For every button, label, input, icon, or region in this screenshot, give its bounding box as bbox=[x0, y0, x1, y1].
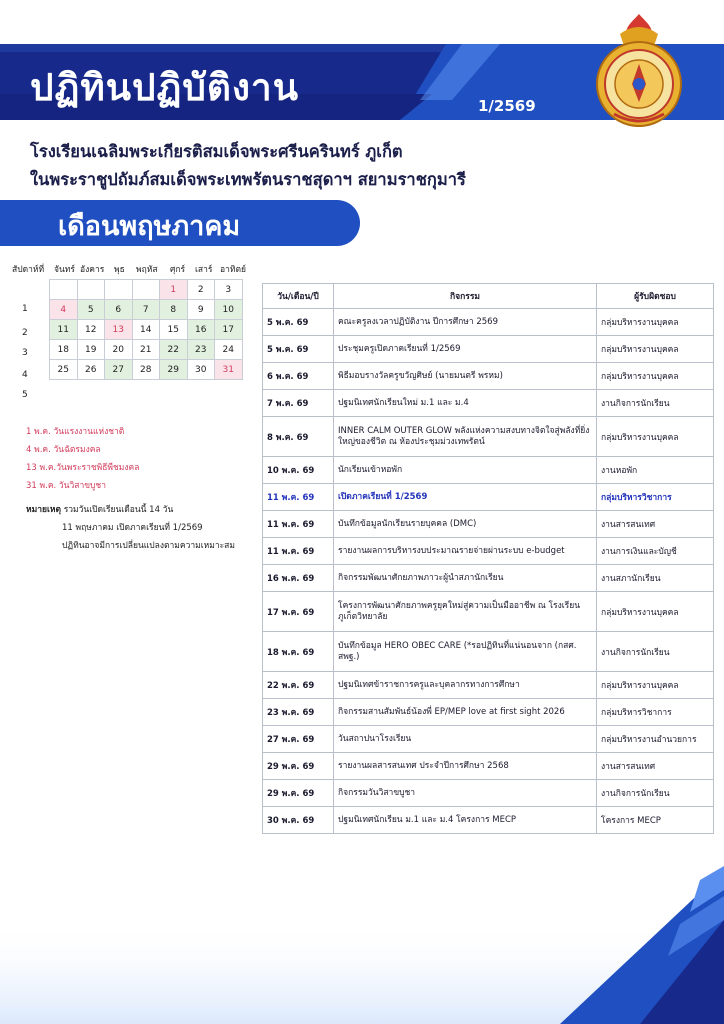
row-date: 7 พ.ค. 69 bbox=[263, 390, 334, 417]
week-number: 1 bbox=[22, 304, 28, 314]
header-date: วัน/เดือน/ปี bbox=[263, 284, 334, 309]
row-date: 30 พ.ค. 69 bbox=[263, 807, 334, 834]
calendar-cell-event: 10 bbox=[215, 300, 243, 320]
row-activity: ปฐมนิเทศข้าราชการครูและบุคลากรทางการศึกษา bbox=[334, 672, 597, 699]
table-row bbox=[263, 511, 714, 538]
row-activity: วันสถาปนาโรงเรียน bbox=[334, 726, 597, 753]
note-label: หมายเหตุ bbox=[26, 505, 61, 515]
row-date: 16 พ.ค. 69 bbox=[263, 565, 334, 592]
row-owner: งานสารสนเทศ bbox=[597, 753, 714, 780]
holiday-item: 1 พ.ค. วันแรงงานแห่งชาติ bbox=[26, 427, 125, 437]
calendar-cell: 2 bbox=[187, 280, 215, 300]
calendar-cell-holiday: 1 bbox=[160, 280, 188, 300]
row-activity: โครงการพัฒนาศักยภาพครูยุคใหม่สู่ความเป็นมืออาชีพ ณ โรงเรียนภูเก็ตวิทยาลัย bbox=[334, 592, 597, 632]
calendar-row bbox=[50, 280, 243, 300]
row-owner: งานกิจการนักเรียน bbox=[597, 632, 714, 672]
table-row bbox=[263, 726, 714, 753]
semester-label: 1/2569 bbox=[478, 97, 536, 115]
calendar-cell bbox=[132, 280, 160, 300]
row-activity: เปิดภาคเรียนที่ 1/2569 bbox=[334, 484, 597, 511]
row-owner: กลุ่มบริหารงานบุคคล bbox=[597, 363, 714, 390]
row-date: 22 พ.ค. 69 bbox=[263, 672, 334, 699]
week-number: 2 bbox=[22, 328, 28, 338]
calendar-cell: 9 bbox=[187, 300, 215, 320]
row-owner: กลุ่มบริหารวิชาการ bbox=[597, 699, 714, 726]
row-date: 11 พ.ค. 69 bbox=[263, 484, 334, 511]
table-row bbox=[263, 538, 714, 565]
holiday-item: 31 พ.ค. วันวิสาขบูชา bbox=[26, 481, 106, 491]
table-row-highlight bbox=[263, 484, 714, 511]
table-row bbox=[263, 309, 714, 336]
calendar-cell: 26 bbox=[77, 360, 105, 380]
row-date: 18 พ.ค. 69 bbox=[263, 632, 334, 672]
table-row bbox=[263, 753, 714, 780]
table-row bbox=[263, 457, 714, 484]
calendar-cell: 15 bbox=[160, 320, 188, 340]
note-text: รวมวันเปิดเรียนเดือนนี้ 14 วัน bbox=[63, 505, 174, 515]
week-number: 4 bbox=[22, 370, 28, 380]
row-activity: ปฐมนิเทศนักเรียน ม.1 และ ม.4 โครงการ MECP bbox=[334, 807, 597, 834]
row-owner: งานกิจการนักเรียน bbox=[597, 780, 714, 807]
row-date: 8 พ.ค. 69 bbox=[263, 417, 334, 457]
calendar-cell: 21 bbox=[132, 340, 160, 360]
row-owner: งานการเงินและบัญชี bbox=[597, 538, 714, 565]
dow-thu: พฤหัส bbox=[136, 265, 158, 275]
calendar-cell-event: 7 bbox=[132, 300, 160, 320]
row-date: 23 พ.ค. 69 bbox=[263, 699, 334, 726]
table-row bbox=[263, 632, 714, 672]
table-row bbox=[263, 565, 714, 592]
row-owner: กลุ่มบริหารงานอำนวยการ bbox=[597, 726, 714, 753]
calendar-row bbox=[50, 340, 243, 360]
row-activity: INNER CALM OUTER GLOW พลังแห่งความสงบทางจิตใจสู่พลังที่ยิ่งใหญ่ของชีวิต ณ ห้องประชุมม่วงเทพรัตน์ bbox=[334, 417, 597, 457]
calendar-cell bbox=[77, 280, 105, 300]
dow-mon: จันทร์ bbox=[54, 265, 75, 275]
calendar-cell-holiday: 4 bbox=[50, 300, 78, 320]
calendar-cell: 25 bbox=[50, 360, 78, 380]
row-activity: กิจกรรมพัฒนาศักยภาพภาวะผู้นำสภานักเรียน bbox=[334, 565, 597, 592]
calendar-cell-event: 22 bbox=[160, 340, 188, 360]
corner-decoration bbox=[0, 860, 724, 1024]
calendar-cell: 3 bbox=[215, 280, 243, 300]
row-owner: กลุ่มบริหารงานบุคคล bbox=[597, 592, 714, 632]
row-date: 27 พ.ค. 69 bbox=[263, 726, 334, 753]
table-row bbox=[263, 363, 714, 390]
row-activity: ปฐมนิเทศนักเรียนใหม่ ม.1 และ ม.4 bbox=[334, 390, 597, 417]
calendar-row bbox=[50, 360, 243, 380]
week-number: 5 bbox=[22, 390, 28, 400]
school-name bbox=[30, 138, 466, 194]
row-owner: งานหอพัก bbox=[597, 457, 714, 484]
school-name-line1: โรงเรียนเฉลิมพระเกียรติสมเด็จพระศรีนครินทร์ ภูเก็ต bbox=[30, 142, 403, 161]
table-row bbox=[263, 699, 714, 726]
row-activity: กิจกรรมวันวิสาขบูชา bbox=[334, 780, 597, 807]
table-row bbox=[263, 417, 714, 457]
table-row bbox=[263, 592, 714, 632]
calendar-cell-event: 16 bbox=[187, 320, 215, 340]
row-owner: กลุ่มบริหารวิชาการ bbox=[597, 484, 714, 511]
calendar-cell-event: 8 bbox=[160, 300, 188, 320]
calendar-cell-holiday: 13 bbox=[105, 320, 133, 340]
calendar-cell-event: 27 bbox=[105, 360, 133, 380]
dow-week: สัปดาห์ที่ bbox=[12, 265, 45, 275]
calendar-cell: 30 bbox=[187, 360, 215, 380]
row-date: 5 พ.ค. 69 bbox=[263, 309, 334, 336]
calendar-cell-event: 23 bbox=[187, 340, 215, 360]
dow-sun: อาทิตย์ bbox=[220, 265, 246, 275]
dow-wed: พุธ bbox=[114, 265, 125, 275]
row-owner: กลุ่มบริหารงานบุคคล bbox=[597, 672, 714, 699]
header-activity: กิจกรรม bbox=[334, 284, 597, 309]
row-owner: กลุ่มบริหารงานบุคคล bbox=[597, 336, 714, 363]
calendar-cell-event: 17 bbox=[215, 320, 243, 340]
dow-tue: อังคาร bbox=[80, 265, 105, 275]
header-owner: ผู้รับผิดชอบ bbox=[597, 284, 714, 309]
row-date: 11 พ.ค. 69 bbox=[263, 538, 334, 565]
row-owner: กลุ่มบริหารงานบุคคล bbox=[597, 309, 714, 336]
calendar-cell bbox=[50, 280, 78, 300]
calendar-cell: 19 bbox=[77, 340, 105, 360]
activity-table bbox=[262, 283, 714, 834]
school-name-line2: ในพระราชูปถัมภ์สมเด็จพระเทพรัตนราชสุดาฯ สยามราชกุมารี bbox=[30, 170, 466, 189]
row-activity: นักเรียนเข้าหอพัก bbox=[334, 457, 597, 484]
holiday-item: 4 พ.ค. วันฉัตรมงคล bbox=[26, 445, 101, 455]
row-activity: บันทึกข้อมูล HERO OBEC CARE (*รอปฏิทินที่แน่นอนจาก (กสศ. สพฐ.) bbox=[334, 632, 597, 672]
row-date: 6 พ.ค. 69 bbox=[263, 363, 334, 390]
calendar-cell-holiday: 31 bbox=[215, 360, 243, 380]
row-date: 11 พ.ค. 69 bbox=[263, 511, 334, 538]
calendar-cell: 14 bbox=[132, 320, 160, 340]
row-owner: งานสารสนเทศ bbox=[597, 511, 714, 538]
table-row bbox=[263, 807, 714, 834]
row-activity: รายงานผลการบริหารงบประมาณรายจ่ายผ่านระบบ e-budget bbox=[334, 538, 597, 565]
table-row bbox=[263, 390, 714, 417]
calendar-cell bbox=[105, 280, 133, 300]
month-title: เดือนพฤษภาคม bbox=[58, 211, 241, 242]
row-activity: บันทึกข้อมูลนักเรียนรายบุคคล (DMC) bbox=[334, 511, 597, 538]
school-seal-icon bbox=[580, 10, 698, 130]
row-activity: รายงานผลสารสนเทศ ประจำปีการศึกษา 2568 bbox=[334, 753, 597, 780]
calendar-row bbox=[50, 320, 243, 340]
table-row bbox=[263, 780, 714, 807]
row-activity: ประชุมครูเปิดภาคเรียนที่ 1/2569 bbox=[334, 336, 597, 363]
row-date: 17 พ.ค. 69 bbox=[263, 592, 334, 632]
calendar-row bbox=[50, 300, 243, 320]
calendar-cell: 12 bbox=[77, 320, 105, 340]
calendar-cell-event: 6 bbox=[105, 300, 133, 320]
calendar-cell: 28 bbox=[132, 360, 160, 380]
row-owner: กลุ่มบริหารงานบุคคล bbox=[597, 417, 714, 457]
row-owner: งานสภานักเรียน bbox=[597, 565, 714, 592]
row-activity: พิธีมอบรางวัลครูขวัญศิษย์ (นายมนตรี พรหม) bbox=[334, 363, 597, 390]
row-date: 5 พ.ค. 69 bbox=[263, 336, 334, 363]
calendar-cell: 24 bbox=[215, 340, 243, 360]
row-owner: โครงการ MECP bbox=[597, 807, 714, 834]
row-activity: กิจกรรมสานสัมพันธ์น้องพี่ EP/MEP love at first sight 2026 bbox=[334, 699, 597, 726]
note-line2: 11 พฤษภาคม เปิดภาคเรียนที่ 1/2569 bbox=[62, 523, 203, 533]
calendar-cell-event: 29 bbox=[160, 360, 188, 380]
row-date: 10 พ.ค. 69 bbox=[263, 457, 334, 484]
calendar-cell-event: 11 bbox=[50, 320, 78, 340]
month-calendar bbox=[49, 279, 243, 380]
calendar-cell-event: 5 bbox=[77, 300, 105, 320]
row-date: 29 พ.ค. 69 bbox=[263, 753, 334, 780]
note-line1 bbox=[26, 502, 173, 516]
row-activity: คณะครูลงเวลาปฏิบัติงาน ปีการศึกษา 2569 bbox=[334, 309, 597, 336]
dow-sat: เสาร์ bbox=[195, 265, 213, 275]
note-line3: ปฏิทินอาจมีการเปลี่ยนแปลงตามความเหมาะสม bbox=[62, 541, 235, 551]
row-owner: งานกิจการนักเรียน bbox=[597, 390, 714, 417]
week-number: 3 bbox=[22, 348, 28, 358]
table-header-row bbox=[263, 284, 714, 309]
calendar-cell: 18 bbox=[50, 340, 78, 360]
page-title: ปฏิทินปฏิบัติงาน bbox=[30, 66, 299, 109]
table-row bbox=[263, 336, 714, 363]
row-date: 29 พ.ค. 69 bbox=[263, 780, 334, 807]
table-row bbox=[263, 672, 714, 699]
dow-fri: ศุกร์ bbox=[170, 265, 186, 275]
calendar-cell: 20 bbox=[105, 340, 133, 360]
holiday-item: 13 พ.ค.วันพระราชพิธีพืชมงคล bbox=[26, 463, 140, 473]
